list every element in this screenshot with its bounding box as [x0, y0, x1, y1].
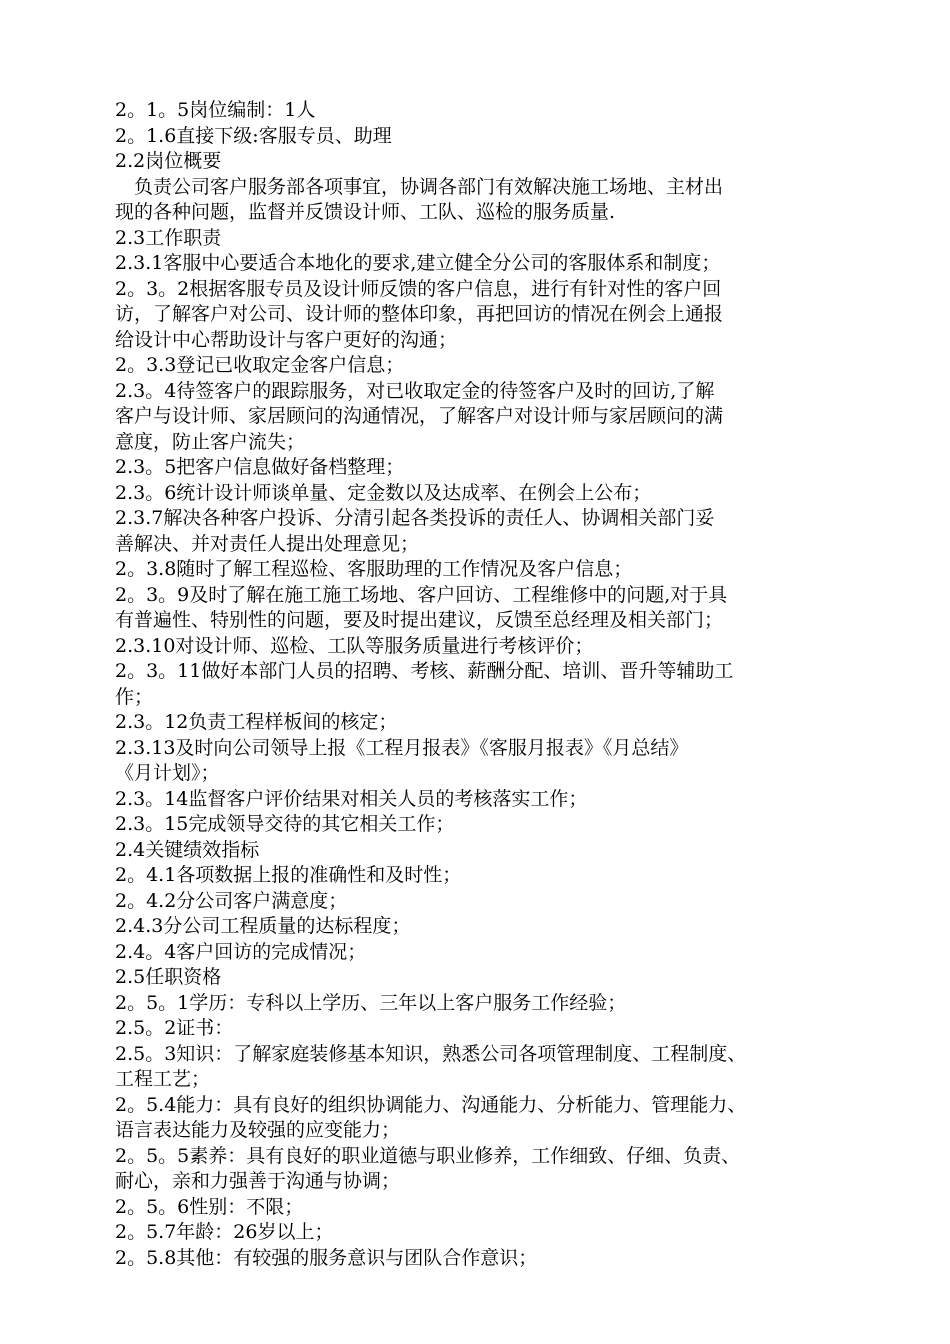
text-line: 现的各种问题，监督并反馈设计师、工队、巡检的服务质量. [115, 201, 616, 223]
text-line: 2.4.3分公司工程质量的达标程度； [115, 915, 411, 937]
text-line: 2.3.1客服中心要适合本地化的要求,建立健全分公司的客服体系和制度； [115, 252, 721, 274]
text-line: 善解决、并对责任人提出处理意见； [115, 532, 420, 555]
text-line: 2.5。3知识：了解家庭装修基本知识，熟悉公司各项管理制度、工程制度、 [115, 1042, 747, 1065]
text-line: 访，了解客户对公司、设计师的整体印象，再把回访的情况在例会上通报 [115, 303, 724, 325]
text-line: 2.3。12负责工程样板间的核定； [115, 711, 398, 733]
section-heading: 2.4关键绩效指标 [115, 838, 260, 861]
text-line: 2。5。6性别：不限； [115, 1195, 304, 1218]
section-heading: 2.3工作职责 [115, 226, 222, 249]
text-line: 2.3。15完成领导交待的其它相关工作； [115, 813, 455, 835]
text-line: 2。3.8随时了解工程巡检、客服助理的工作情况及客户信息； [115, 558, 633, 580]
text-line: 给设计中心帮助设计与客户更好的沟通； [115, 328, 458, 351]
text-line: 作； [115, 685, 154, 708]
section-heading: 2.5任职资格 [115, 966, 222, 988]
text-line: 耐心，亲和力强善于沟通与协调； [115, 1170, 401, 1192]
text-line: 2。4.2分公司客户满意度； [115, 889, 348, 912]
text-line: 2。5.8其他：有较强的服务意识与团队合作意识； [115, 1246, 538, 1269]
text-line: 2。5。1学历：专科以上学历、三年以上客户服务工作经验； [115, 991, 627, 1014]
text-line: 2。4.1各项数据上报的准确性和及时性； [115, 864, 462, 886]
text-line: 意度，防止客户流失； [115, 430, 306, 453]
text-line: 2.5。2证书： [115, 1017, 234, 1039]
text-line: 2。3.3登记已收取定金客户信息； [115, 354, 405, 376]
text-line: 2.3。4待签客户的跟踪服务，对已收取定金的待签客户及时的回访,了解 [115, 379, 715, 402]
document-page [115, 98, 840, 1271]
text-line: 客户与设计师、家居顾问的沟通情况，了解客户对设计师与家居顾问的满 [115, 405, 724, 427]
text-line: 2.3.7解决各种客户投诉、分清引起各类投诉的责任人、协调相关部门妥 [115, 507, 715, 529]
text-line: 2.3。5把客户信息做好备档整理； [115, 456, 405, 478]
text-line: 有普遍性、特别性的问题，要及时提出建议，反馈至总经理及相关部门； [115, 609, 724, 631]
text-line: 2.3.13及时向公司领导上报《工程月报表》《客服月报表》《月总结》 [115, 736, 689, 759]
text-line: 2.3。6统计设计师谈单量、定金数以及达成率、在例会上公布； [115, 481, 652, 504]
text-line: 负责公司客户服务部各项事宜，协调各部门有效解决施工场地、主材出 [134, 175, 724, 198]
text-line: 《月计划》； [115, 762, 220, 784]
text-line: 2.4。4客户回访的完成情况； [115, 940, 367, 963]
text-line: 2。1.6直接下级:客服专员、助理 [115, 124, 392, 147]
text-line: 2。3。9及时了解在施工施工场地、客户回访、工程维修中的问题,对于具 [115, 583, 728, 606]
text-line: 2。3。11做好本部门人员的招聘、考核、薪酬分配、培训、晋升等辅助工 [115, 660, 734, 682]
text-line: 2。1。5岗位编制：1人 [115, 99, 316, 121]
text-line: 2。3。2根据客服专员及设计师反馈的客户信息，进行有针对性的客户回 [115, 277, 722, 300]
text-line: 2。5.4能力：具有良好的组织协调能力、沟通能力、分析能力、管理能力、 [115, 1093, 747, 1116]
text-line: 2。5。5素养：具有良好的职业道德与职业修养，工作细致、仔细、负责、 [115, 1144, 741, 1167]
text-line: 2.3。14监督客户评价结果对相关人员的考核落实工作； [115, 787, 588, 810]
section-heading: 2.2岗位概要 [115, 150, 222, 172]
text-line: 语言表达能力及较强的应变能力； [115, 1119, 401, 1141]
text-line: 2.3.10对设计师、巡检、工队等服务质量进行考核评价； [115, 634, 594, 657]
text-line: 工程工艺； [115, 1068, 211, 1090]
text-line: 2。5.7年龄：26岁以上； [115, 1221, 334, 1243]
